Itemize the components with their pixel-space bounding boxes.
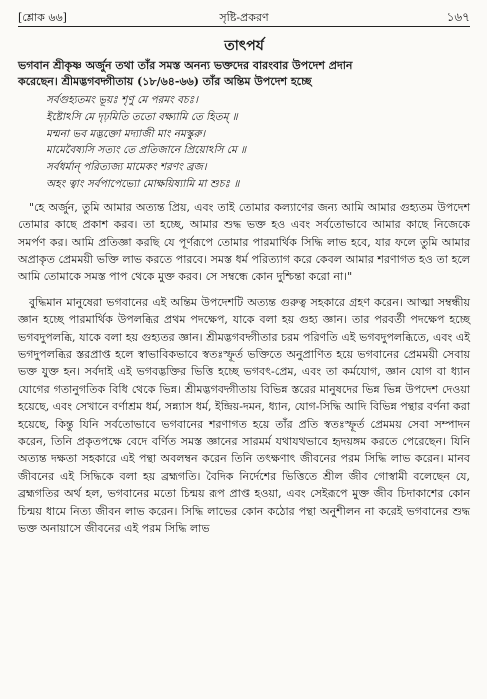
verse-line: অহং ত্বাং সর্বপাপেভ্যো মোক্ষয়িষ্যামি মা শুচঃ ॥: [46, 177, 240, 190]
intro-text: [18, 58, 470, 90]
page-header: [18, 0, 470, 26]
page-number: ১৬৭: [446, 10, 470, 24]
body-paragraph: বুদ্ধিমান মানুষেরা ভগবানের এই অন্তিম উপদেশটি অত্যন্ত গুরুত্ব সহকারে গ্রহণ করেন। আত্মা সম্বন্ধীয় জ্ঞান হচ্ছে পারমার্থিক উপলব্ধির প্রথম পদক্ষেপ, যাকে বলা হয় গুহ্য জ্ঞান। তার পরবর্তী পদক্ষেপ হচ্ছে ভগবদুপলব্ধি, যাকে বলা হয় গুহ্যতর জ্ঞান। শ্রীমদ্ভগবদ্গীতার চরম পরিণতি এই ভগবদুপলব্ধিতে, এবং এই ভগদুপলব্ধির স্তরপ্রাপ্ত হলে স্বাভাবিকভাবে স্বতঃস্ফূর্ত ভক্তিতে অনুপ্রাণিত হয়ে ভগবানের প্রেমময়ী সেবায় ভক্ত যুক্ত হন। সর্বদাই এই ভগবদ্ভক্তির ভিত্তি হচ্ছে ভগবৎ-প্রেম, এবং তা কর্মযোগ, জ্ঞান যোগ বা ধ্যান যোগের গতানুগতিক বিধি থেকে ভিন্ন। শ্রীমদ্ভগবদ্গীতায় বিভিন্ন স্তরের মানুষদের ভিন্ন ভিন্ন উপদেশ দেওয়া হয়েছে, এবং সেখানে বর্ণাশ্রম ধর্ম, সন্ন্যাস ধর্ম, ইন্দ্রিয়-দমন, ধ্যান, যোগ-সিদ্ধি আদি বিভিন্ন পন্থার বর্ণনা করা হয়েছে, কিন্তু যিনি সর্বতোভাবে ভগবানের শরণাগত হয়ে তাঁর প্রতি স্বতঃস্ফূর্ত প্রেমময় সেবা সম্পাদন করেন, তিনি প্রকৃতপক্ষে বেদে বর্ণিত সমস্ত জ্ঞানের সারমর্ম যথাযথভাবে হৃদয়ঙ্গম করতে পেরেছেন। যিনি অত্যন্ত দক্ষতা সহকারে এই পন্থা অবলম্বন করেন তিনি তৎক্ষণাৎ জীবনের পরম সিদ্ধি লাভ করেন। মানব জীবনের এই সিদ্ধিকে বলা হয় ব্রহ্মগতি। বৈদিক নির্দেশের ভিত্তিতে শ্রীল জীব গোস্বামী বলেছেন যে, ব্রহ্মগতির অর্থ হল, ভগবানের মতো চিন্ময় রূপ প্রাপ্ত হওয়া, এবং সেইরূপে মুক্ত জীব চিদাকাশের কোন চিন্ময় ধামে নিত্য জীবন লাভ করেন। সিদ্ধি লাভের কোন কঠোর পন্থা অনুশীলন না করেই ভগবানের শুদ্ধ ভক্ত অনায়াসে জীবনের এই পরম সিদ্ধি লাভ: [18, 295, 470, 536]
section-heading: তাৎপর্য: [224, 38, 264, 54]
intro-line: করেছেন। শ্রীমদ্ভগবদ্গীতায় (১৮/৬৪-৬৬) তাঁর অন্তিম উপদেশ হচ্ছে: [18, 75, 312, 88]
verse-line: মন্মনা ভব মদ্ভক্তো মদ্যাজী মাং নমস্কুরু।: [46, 127, 206, 140]
verse-line: ইষ্টোঽসি মে দৃঢ়মিতি ততো বক্ষ্যামি তে হিতম্ ॥: [46, 110, 238, 123]
intro-line: ভগবান শ্রীকৃষ্ণ অর্জুন তথা তাঁর সমস্ত অনন্য ভক্তদের বারংবার উপদেশ প্রদান: [18, 59, 353, 72]
verse-line: সর্বধর্মান্ পরিত্যজ্য মামেকং শরণং ব্রজ।: [46, 161, 207, 174]
chapter-title: সৃষ্টি-প্রকরণ: [219, 11, 269, 24]
header-rule: [18, 26, 470, 27]
translation-quote: "হে অর্জুন, তুমি আমার অত্যন্ত প্রিয়, এবং তাই তোমার কল্যাণের জন্য আমি আমার গুহ্যতম উপদেশ তোমার কাছে প্রকাশ করব। তা হচ্ছে, আমার শুদ্ধ ভক্ত হও এবং সর্বতোভাবে আমার কাছে নিজেকে সমর্পণ কর। আমি প্রতিজ্ঞা করছি যে পূর্ণরূপে তোমার পারমার্থিক সিদ্ধি লাভ হবে, যার ফলে তুমি আমার অপ্রাকৃত প্রেমময়ী ভক্তি লাভ করতে পারবে। সমস্ত ধর্ম পরিত্যাগ করে কেবল আমার শরণাগত হও তা হলে আমি তোমাকে সমস্ত পাপ থেকে মুক্ত করব। সে সম্বন্ধে কোন দুশ্চিন্তা করো না।": [18, 200, 470, 284]
verse-line: মামেবৈষ্যসি সত্যং তে প্রতিজানে প্রিয়োঽসি মে ॥: [46, 144, 247, 157]
verse-line: সর্বগুহ্যতমং ভূয়ঃ শৃণু মে পরমং বচঃ।: [46, 94, 198, 106]
verse-reference: [শ্লোক ৬৬]: [18, 11, 67, 24]
sanskrit-verse: [18, 92, 470, 193]
